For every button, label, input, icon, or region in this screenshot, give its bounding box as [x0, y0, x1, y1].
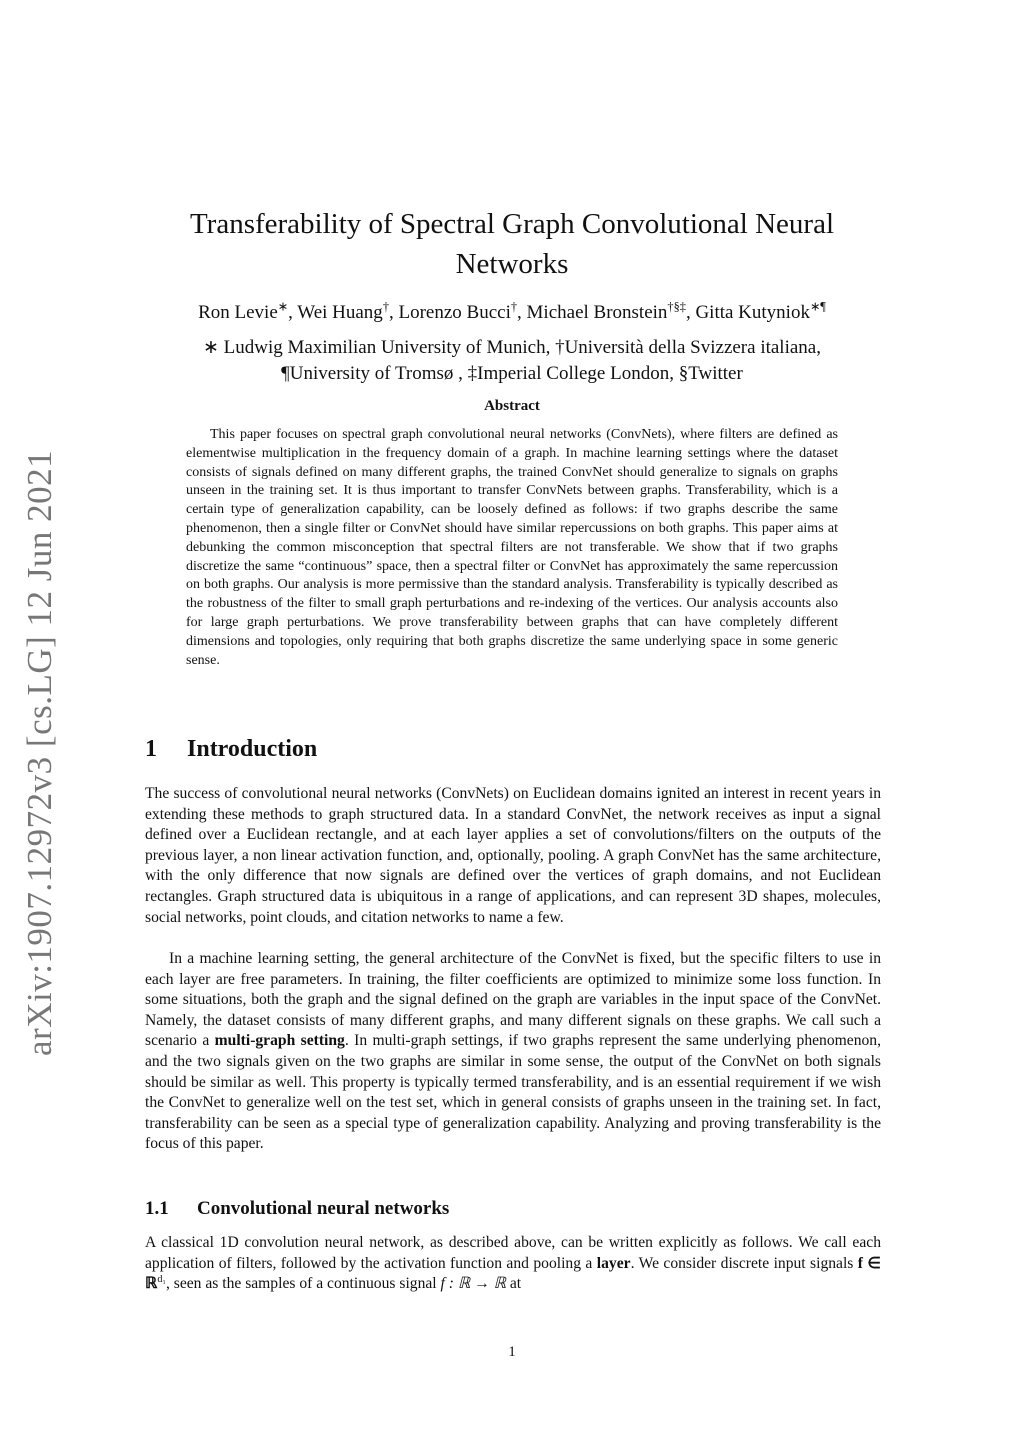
bold-term: multi-graph setting	[214, 1032, 345, 1050]
bold-term: layer	[596, 1254, 631, 1272]
section-heading-introduction	[145, 736, 317, 763]
section-title: Introduction	[187, 736, 318, 762]
author-mark: †	[382, 299, 389, 314]
author-name: Michael Bronstein	[526, 302, 668, 323]
author-mark: ∗¶	[809, 299, 826, 314]
author-name: Ron Levie	[198, 302, 278, 323]
author-name: Lorenzo Bucci	[398, 302, 511, 323]
affiliation-line: ∗ Ludwig Maximilian University of Munich, †Università della Svizzera italiana,	[203, 337, 821, 358]
abstract-text: This paper focuses on spectral graph convolutional neural networks (ConvNets), where filters are defined as elementwise multiplication in the frequency domain of a graph. In machine learning settings where the dataset consists of signals defined on many different graphs, the trained ConvNet should generalize to signals on graphs unseen in the training set. It is thus important to transfer ConvNets between graphs. Transferability, which is a certain type of generalization capability, can be loosely defined as follows: if two graphs describe the same phenomenon, then a single filter or ConvNet should have similar repercussions on both graphs. This paper aims at debunking the common misconception that spectral filters are not transferable. We show that if two graphs discretize the same “continuous” space, then a spectral filter or ConvNet has approximately the same repercussion on both graphs. Our analysis is more permissive than the standard analysis. Transferability is typically described as the robustness of the filter to small graph perturbations and re-indexing of the vertices. Our analysis accounts also for large graph perturbations. We prove transferability between graphs that can have completely different dimensions and topologies, only requiring that both graphs discretize the same underlying space in some generic sense.	[186, 427, 838, 668]
author-mark: ∗	[277, 299, 289, 314]
affiliations	[120, 335, 904, 387]
author-list: Ron Levie∗, Wei Huang†, Lorenzo Bucci†, Michael Bronstein†§‡, Gitta Kutyniok∗¶	[198, 299, 826, 323]
paragraph-text: . In multi-graph settings, if two graphs represent the same underlying phenomenon, and the two signals given on the two graphs are similar in some sense, the output of the ConvNet on both signals should be similar as well. This property is typically termed transferability, and is an essential requirement if we wish the ConvNet to generalize well on the test set, which in general consists of graphs unseen in the training set. In fact, transferability can be seen as a special type of generalization capability. Analyzing and proving transferability is the focus of this paper.	[145, 1032, 881, 1153]
paragraph-text: , seen as the samples of a continuous signal	[165, 1275, 441, 1293]
subsection-heading-cnn	[145, 1198, 449, 1220]
subsection-title: Convolutional neural networks	[197, 1198, 450, 1219]
paragraph-text: at	[505, 1275, 522, 1293]
author-mark: †§‡	[667, 299, 686, 314]
author-name: Gitta Kutyniok	[695, 302, 810, 323]
math-superscript: d₁	[157, 1274, 166, 1285]
paper-title: Transferability of Spectral Graph Convolutional Neural Networks	[189, 208, 835, 280]
paragraph-text: A classical 1D convolution neural network, as described above, can be written explicitly as follows. We call each application of filters, followed by the activation function and pooling a	[145, 1234, 881, 1272]
section-number: 1	[145, 736, 157, 762]
author-mark: †	[510, 299, 518, 314]
page-number: 1	[508, 1344, 516, 1360]
math-expression: f ∈ ℝ	[145, 1254, 881, 1293]
affiliation-line: ¶University of Tromsø , ‡Imperial College London, §Twitter	[281, 363, 743, 384]
paragraph-text: . We consider discrete input signals	[630, 1254, 858, 1272]
cnn-paragraph	[145, 1233, 881, 1295]
intro-paragraph	[145, 949, 881, 1155]
math-expression: f : ℝ → ℝ	[440, 1275, 506, 1293]
author-name: Wei Huang	[297, 302, 383, 323]
paragraph-text: In a machine learning setting, the general architecture of the ConvNet is fixed, but the specific filters to use in each layer are free parameters. In training, the filter coefficients are optimized to minimize some loss function. In some situations, both the graph and the signal defined on the graph are variables in the input space of the ConvNet. Namely, the dataset consists of many different graphs, and many different signals on these graphs. We call such a scenario a	[145, 950, 881, 1050]
subsection-number: 1.1	[145, 1198, 169, 1219]
arxiv-identifier: arXiv:1907.12972v3 [cs.LG] 12 Jun 2021	[20, 449, 59, 1056]
intro-paragraph: The success of convolutional neural networks (ConvNets) on Euclidean domains ignited an interest in recent years in extending these methods to graph structured data. In a standard ConvNet, the network receives as input a signal defined over a Euclidean rectangle, and at each layer applies a set of convolutions/filters on the outputs of the previous layer, a non linear activation function, and, optionally, pooling. A graph ConvNet has the same architecture, with the only difference that now signals are defined over the vertices of graph domains, and not Euclidean rectangles. Graph structured data is ubiquitous in a range of applications, and can represent 3D shapes, molecules, social networks, point clouds, and citation networks to name a few.	[145, 785, 881, 926]
abstract-heading: Abstract	[484, 398, 540, 414]
